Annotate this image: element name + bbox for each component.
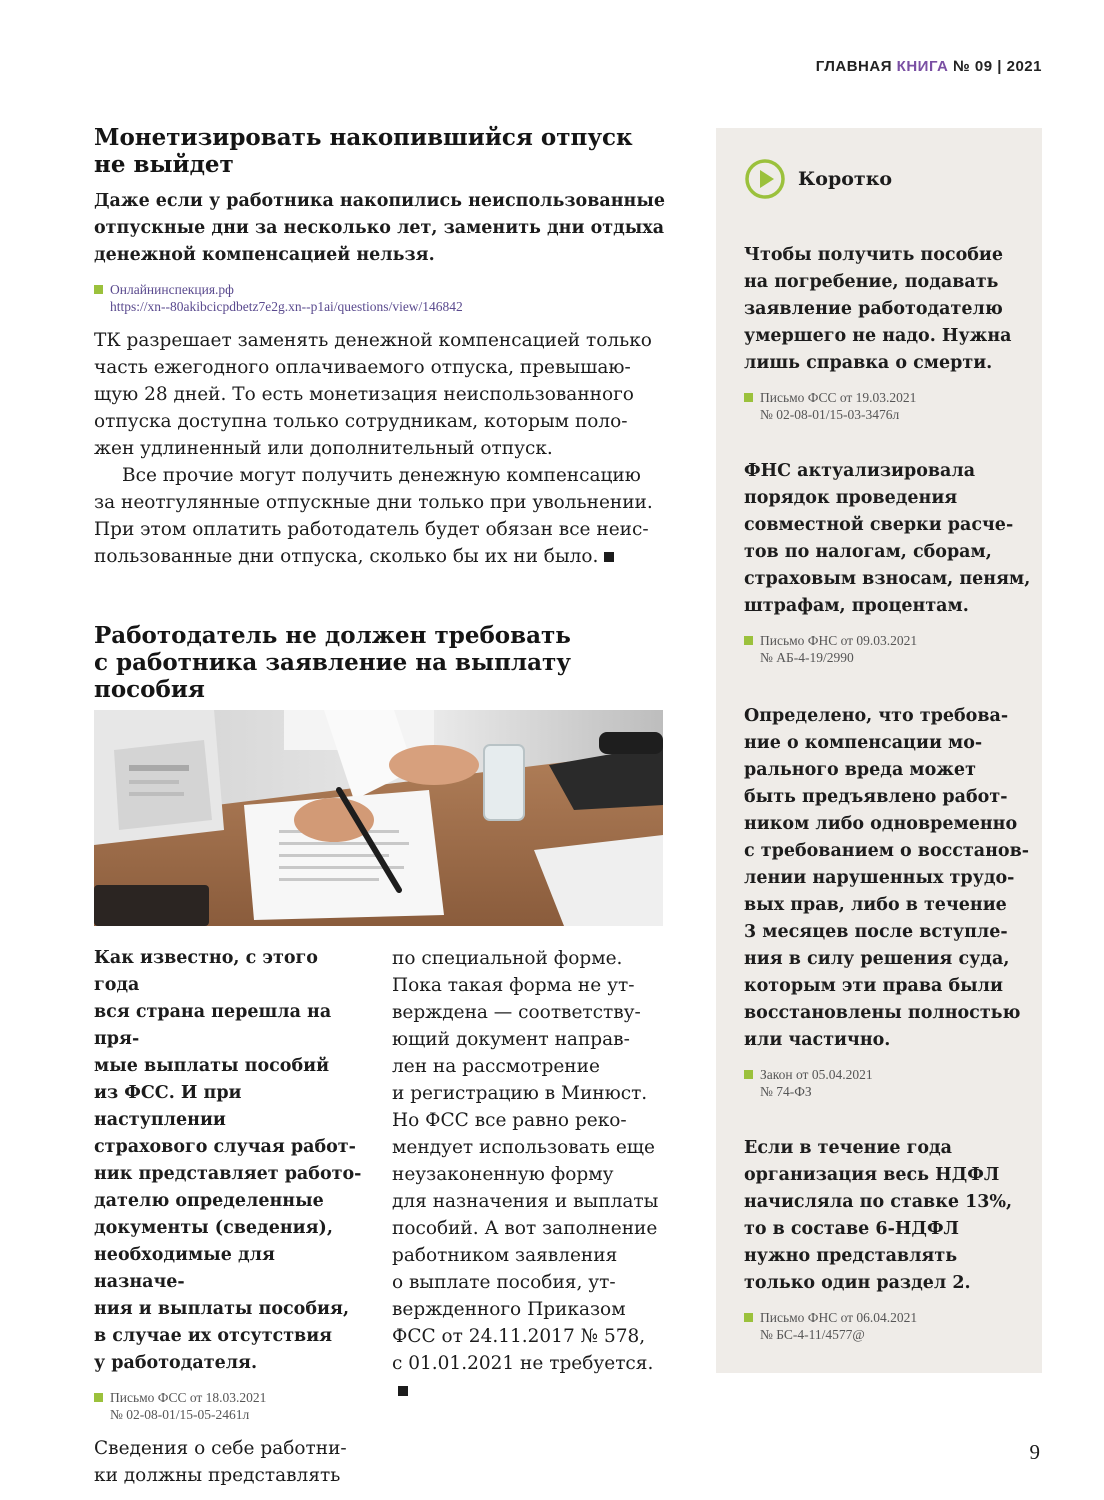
news-item: Если в течение года организация весь НДФЛ начисляла по ставке 13%, то в составе 6-НДФЛ нужно представлять только один раздел 2. Письмо ФНС от 06.04.2021 № БС-4-11/4577@ xyxy=(744,1135,1034,1343)
news-item: Чтобы получить пособие на погребение, подавать заявление работодателю умершего не надо. Нужна лишь справка о смерти. Письмо ФСС от 19.03.2021 № 02-08-01/15-03-3476л xyxy=(744,242,1034,423)
article-monetization xyxy=(94,124,666,703)
end-mark-icon xyxy=(604,552,614,562)
article2-column-2 xyxy=(392,945,666,1404)
sidebar-briefly xyxy=(716,128,1042,1373)
news-source: Письмо ФНС от 06.04.2021 № БС-4-11/4577@ xyxy=(744,1309,1034,1343)
article2-source: Письмо ФСС от 18.03.2021 № 02-08-01/15-05-2461л xyxy=(94,1389,369,1423)
news-item: ФНС актуализировала порядок проведения совместной сверки расче- тов по налогам, сборам, страховым взносам, пеням, штрафам, процентам. Письмо ФНС от 09.03.2021 № АБ-4-19/2990 xyxy=(744,458,1034,666)
source-name[interactable]: Онлайнинспекция.рф xyxy=(110,282,234,297)
article1-title: Монетизировать накопившийся отпуск не выйдет xyxy=(94,124,633,178)
play-icon xyxy=(744,158,786,200)
news-item: Определено, что требова- ние о компенсации мо- рального вреда может быть предъявлено работ- ником либо одновременно с требованием о восстанов- лении нарушенных трудо- вых прав, либо в течение 3 месяцев после вступле- ния в силу решения суда, которым эти права были восстановлены полностью или частично. Закон от 05.04.2021 № 74-ФЗ xyxy=(744,703,1034,1100)
article2-col1-paragraph: Сведения о себе работни- ки должны представлять xyxy=(94,1438,347,1486)
end-mark-icon xyxy=(398,1386,408,1396)
article2-title: Работодатель не должен требовать с работника заявление на выплату пособия xyxy=(94,622,571,703)
news-source: Закон от 05.04.2021 № 74-ФЗ xyxy=(744,1066,1034,1100)
sidebar-header xyxy=(744,158,892,200)
source-url[interactable]: https://xn--80akibcicpdbetz7e2g.xn--p1ai/questions/view/146842 xyxy=(110,299,463,314)
article1-paragraph-1: ТК разрешает заменять денежной компенсацией только часть ежегодного оплачиваемого отпуска, превышаю- щую 28 дней. То есть монетизация неиспользованного отпуска доступна только сотрудникам, которым поло- жен удлиненный или дополнительный отпуск. xyxy=(94,330,652,459)
article1-lead: Даже если у работника накопились неиспользованные отпускные дни за несколько лет, заменить дни отдыха денежной компенсацией нельзя. xyxy=(94,191,666,265)
issue-number: № 09 | 2021 xyxy=(953,58,1042,75)
brand-accent: КНИГА xyxy=(896,58,949,75)
sidebar-title: Коротко xyxy=(798,168,893,190)
brand-name: ГЛАВНАЯ xyxy=(815,58,892,75)
article1-paragraph-2: Все прочие могут получить денежную компенсацию за неотгулянные отпускные дни только при увольнении. При этом оплатить работодатель будет обязан все неис- пользованные дни отпуска, сколько бы их ни было. xyxy=(94,465,653,567)
article2-column-1 xyxy=(94,945,369,1489)
news-source: Письмо ФНС от 09.03.2021 № АБ-4-19/2990 xyxy=(744,632,1034,666)
article2-photo xyxy=(94,710,663,926)
page-number: 9 xyxy=(1029,1440,1040,1464)
article2-col2-paragraph: по специальной форме. Пока такая форма не ут- верждена — соответству- ющий документ направ- лен на рассмотрение и регистрацию в Минюст. Но ФСС все равно реко- мендует использовать еще неузаконенную форму для назначения и выплаты пособий. А вот заполнение работником заявления о выплате пособия, ут- вержденного Приказом ФСС от 24.11.2017 № 578, с 01.01.2021 не требуется. xyxy=(392,945,666,1404)
masthead xyxy=(816,58,1042,75)
article1-source[interactable] xyxy=(94,281,666,315)
article2-lead: Как известно, с этого года вся страна перешла на пря- мые выплаты пособий из ФСС. И при наступлении страхового случая работ- ник представляет работо- дателю определенные документы (сведения), необходимые для назначе- ния и выплаты пособия, в случае их отсутствия у работодателя. xyxy=(94,948,362,1373)
news-source: Письмо ФСС от 19.03.2021 № 02-08-01/15-03-3476л xyxy=(744,389,1034,423)
